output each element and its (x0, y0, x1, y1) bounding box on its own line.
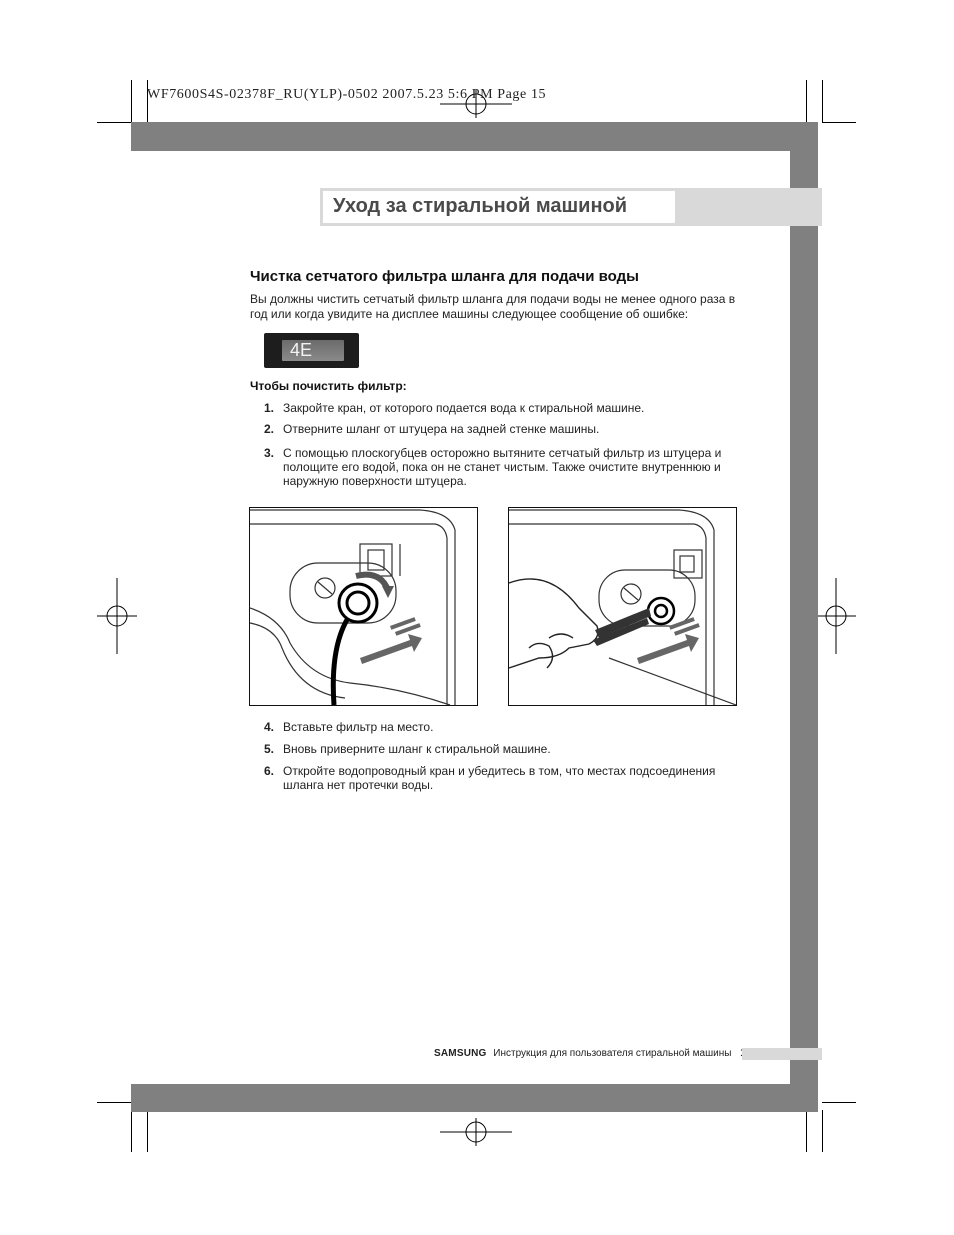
section-heading: Чистка сетчатого фильтра шланга для подачи воды (250, 268, 639, 285)
right-gray-band (790, 122, 818, 1112)
intro-paragraph: Вы должны чистить сетчатый фильтр шланга для подачи воды не менее одного раза в год или когда увидите на дисплее машины следующее сообщение об ошибке: (250, 292, 736, 321)
error-display-screen (282, 340, 344, 361)
step-3 (264, 446, 734, 490)
step-number: 2. (264, 422, 275, 436)
error-code: 4E (290, 340, 313, 360)
title-inner (323, 191, 675, 223)
step-2 (264, 422, 734, 436)
error-display (264, 333, 359, 368)
print-header: WF7600S4S-02378F_RU(YLP)-0502 2007.5.23 5:6 PM Page 15 (147, 87, 547, 102)
step-1 (264, 401, 734, 415)
step-number: 5. (264, 742, 275, 756)
step-4 (264, 720, 734, 734)
step-text: Вставьте фильтр на место. (283, 720, 434, 734)
step-number: 6. (264, 764, 275, 778)
pliers-remove-filter-drawing (509, 508, 736, 705)
footer-tab (742, 1048, 822, 1060)
illustration-pliers-remove-filter (508, 507, 737, 706)
step-number: 4. (264, 720, 275, 734)
bottom-gray-band (131, 1084, 818, 1112)
page-title: Уход за стиральной машиной (333, 195, 628, 217)
step-text: С помощью плоскогубцев осторожно вытяните сетчатый фильтр из штуцера и полощите его водой, пока он не станет чистым. Также очистите внутреннюю и наружную поверхности штуцера. (283, 446, 722, 488)
brand-logo: SAMSUNG (434, 1048, 487, 1059)
step-text: Закройте кран, от которого подается вода к стиральной машине. (283, 401, 645, 415)
step-number: 1. (264, 401, 275, 415)
step-text: Вновь приверните шланг к стиральной машине. (283, 742, 551, 756)
footer (434, 1047, 752, 1059)
step-number: 3. (264, 446, 275, 460)
illustration-unscrew-hose (249, 507, 478, 706)
unscrew-hose-drawing (250, 508, 477, 705)
top-gray-band (131, 122, 818, 151)
step-text: Откройте водопроводный кран и убедитесь в том, что местах подсоединения шланга нет протечки воды. (283, 764, 716, 792)
step-text: Отверните шланг от штуцера на задней стенке машины. (283, 422, 600, 436)
title-box (320, 188, 822, 226)
steps-subheading: Чтобы почистить фильтр: (250, 379, 407, 393)
step-6 (264, 764, 734, 794)
footer-text: Инструкция для пользователя стиральной машины (493, 1048, 732, 1059)
step-5 (264, 742, 734, 756)
